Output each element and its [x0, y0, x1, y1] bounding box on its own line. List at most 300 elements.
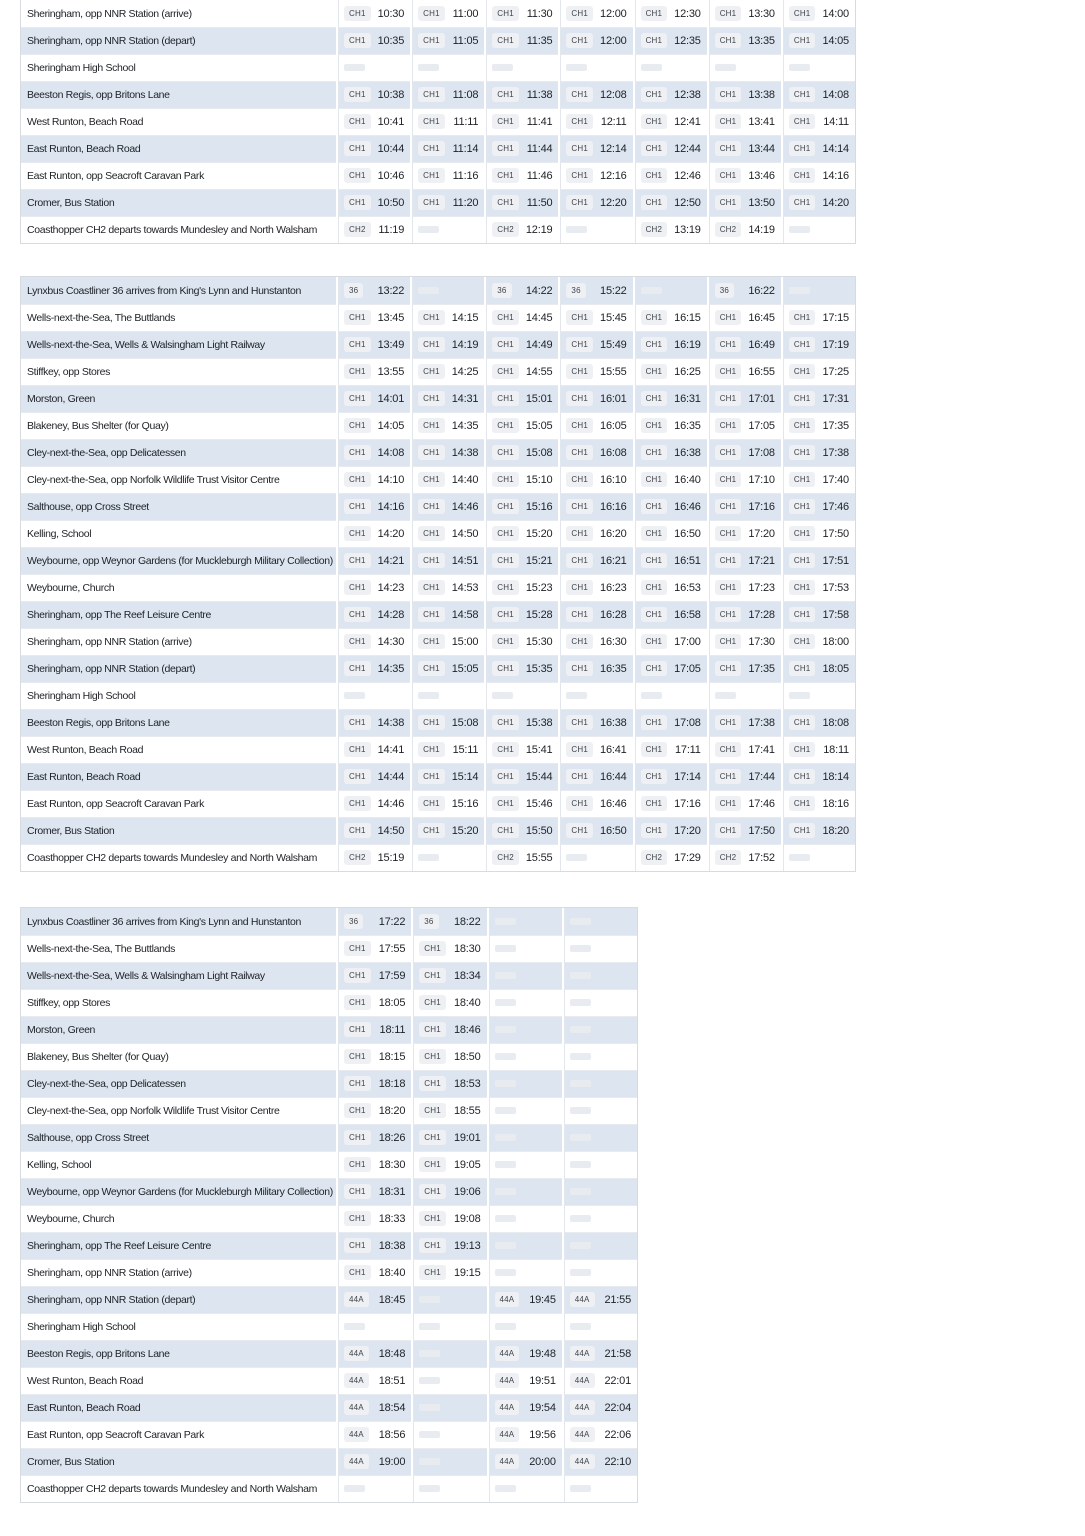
time-cell: [487, 1205, 562, 1232]
time-cell: [558, 0, 632, 27]
time-value: 18:51: [378, 1374, 406, 1387]
stop-name: Coasthopper CH2 departs towards Mundesley and North Walsham: [27, 851, 318, 864]
time-cell: [484, 216, 558, 243]
time-value: 14:53: [451, 581, 479, 594]
no-service-pill: [418, 287, 439, 294]
route-badge: CH1: [492, 526, 519, 541]
no-service-pill: [495, 1215, 516, 1222]
route-badge: CH1: [418, 499, 445, 514]
time-cell: [336, 1340, 411, 1367]
route-badge: 44A: [344, 1427, 369, 1442]
time-cell: [484, 331, 558, 358]
route-badge: 44A: [495, 1400, 520, 1415]
time-cell: [707, 763, 781, 790]
timetable-block-evening: [20, 907, 638, 1503]
time-cell: [484, 682, 558, 709]
no-service-pill: [570, 1188, 591, 1195]
route-badge: CH1: [566, 742, 593, 757]
time-cell: [410, 385, 484, 412]
route-badge: CH1: [419, 1103, 446, 1118]
route-badge: CH1: [715, 715, 742, 730]
time-cell: [707, 189, 781, 216]
time-cell: [484, 162, 558, 189]
time-value: 14:55: [525, 365, 553, 378]
time-value: 17:20: [674, 824, 701, 837]
time-cell: [633, 162, 707, 189]
time-cell: [558, 135, 632, 162]
stop-name: Sheringham High School: [27, 1320, 136, 1333]
timetable-row: [21, 108, 855, 135]
time-value: 18:40: [378, 1266, 406, 1279]
time-cell: [487, 1475, 562, 1502]
timetable-row: [21, 655, 855, 682]
time-cell: [411, 1367, 486, 1394]
time-value: 16:16: [600, 500, 627, 513]
stop-name: Cromer, Bus Station: [27, 196, 115, 209]
time-value: 15:08: [525, 446, 553, 459]
time-value: 17:28: [748, 608, 775, 621]
time-value: 15:30: [525, 635, 553, 648]
time-cell: [558, 358, 632, 385]
time-cell: [633, 0, 707, 27]
time-value: 11:35: [526, 34, 553, 47]
time-cell: [484, 81, 558, 108]
time-value: 17:51: [822, 554, 849, 567]
route-badge: CH1: [492, 607, 519, 622]
time-value: 18:22: [453, 915, 481, 928]
time-value: 18:30: [378, 1158, 406, 1171]
no-service-pill: [789, 692, 810, 699]
time-cell: [558, 493, 632, 520]
time-value: 17:00: [674, 635, 701, 648]
time-cell: [411, 1016, 486, 1043]
timetable-row: [21, 1313, 637, 1340]
time-cell: [410, 520, 484, 547]
time-cell: [781, 601, 855, 628]
route-badge: CH1: [566, 168, 593, 183]
time-cell: [487, 1394, 562, 1421]
time-cell: [633, 655, 707, 682]
time-value: 14:38: [377, 716, 405, 729]
route-badge: 36: [566, 283, 585, 298]
no-service-pill: [566, 226, 587, 233]
timetable-row: [21, 1097, 637, 1124]
time-value: 17:38: [748, 716, 775, 729]
no-service-pill: [495, 1485, 516, 1492]
time-cell: [336, 0, 410, 27]
time-cell: [410, 108, 484, 135]
route-badge: CH1: [566, 553, 593, 568]
time-cell: [781, 682, 855, 709]
time-value: 14:21: [377, 554, 405, 567]
timetable-row: [21, 1205, 637, 1232]
time-value: 10:35: [377, 34, 405, 47]
time-value: 15:14: [451, 770, 479, 783]
time-value: 17:16: [748, 500, 775, 513]
time-cell: [410, 135, 484, 162]
time-cell: [336, 1232, 411, 1259]
route-badge: CH1: [492, 715, 519, 730]
time-value: 13:44: [748, 142, 775, 155]
route-badge: CH1: [566, 141, 593, 156]
stop-name: Cromer, Bus Station: [27, 824, 115, 837]
stop-name: Stiffkey, opp Stores: [27, 365, 111, 378]
no-service-pill: [419, 1323, 440, 1330]
time-value: 15:01: [525, 392, 553, 405]
route-badge: CH1: [641, 634, 668, 649]
no-service-pill: [715, 692, 736, 699]
time-value: 16:58: [674, 608, 701, 621]
time-cell: [558, 412, 632, 439]
route-badge: CH1: [344, 715, 371, 730]
time-value: 13:35: [748, 34, 775, 47]
time-cell: [336, 81, 410, 108]
route-badge: CH1: [344, 168, 371, 183]
time-value: 14:20: [822, 196, 849, 209]
route-badge: 44A: [495, 1373, 520, 1388]
time-value: 16:53: [674, 581, 701, 594]
time-value: 16:31: [674, 392, 701, 405]
time-value: 18:11: [823, 743, 849, 756]
time-value: 15:11: [452, 743, 479, 756]
timetable-row: [21, 682, 855, 709]
time-value: 19:51: [529, 1374, 556, 1387]
time-value: 22:01: [604, 1374, 631, 1387]
route-badge: CH1: [789, 607, 816, 622]
time-value: 19:48: [529, 1347, 556, 1360]
route-badge: CH1: [789, 715, 816, 730]
time-value: 16:41: [600, 743, 627, 756]
stop-name: Sheringham High School: [27, 61, 136, 74]
time-value: 12:20: [600, 196, 627, 209]
time-value: 13:50: [748, 196, 775, 209]
timetable-row: [21, 844, 855, 871]
time-value: 18:38: [378, 1239, 406, 1252]
timetable-row: [21, 189, 855, 216]
time-value: 17:30: [748, 635, 775, 648]
route-badge: CH1: [344, 941, 371, 956]
time-cell: [562, 1421, 637, 1448]
route-badge: CH1: [715, 6, 742, 21]
time-cell: [487, 1367, 562, 1394]
time-value: 13:55: [377, 365, 405, 378]
time-value: 17:05: [674, 662, 701, 675]
time-cell: [487, 1151, 562, 1178]
route-badge: CH1: [419, 968, 446, 983]
route-badge: CH1: [418, 823, 445, 838]
time-cell: [633, 81, 707, 108]
time-cell: [411, 1124, 486, 1151]
time-cell: [336, 790, 410, 817]
route-badge: CH1: [492, 168, 519, 183]
time-cell: [484, 520, 558, 547]
time-value: 19:05: [453, 1158, 481, 1171]
route-badge: CH1: [492, 337, 519, 352]
route-badge: CH2: [641, 850, 668, 865]
time-value: 12:00: [600, 7, 627, 20]
time-cell: [336, 1043, 411, 1070]
time-value: 17:29: [674, 851, 701, 864]
time-cell: [487, 908, 562, 935]
time-value: 15:55: [600, 365, 627, 378]
time-value: 11:08: [452, 88, 479, 101]
route-badge: CH2: [715, 222, 742, 237]
time-cell: [410, 601, 484, 628]
route-badge: CH1: [566, 337, 593, 352]
route-badge: CH1: [344, 310, 371, 325]
time-cell: [562, 1016, 637, 1043]
time-cell: [781, 385, 855, 412]
time-cell: [410, 682, 484, 709]
stop-name: East Runton, opp Seacroft Caravan Park: [27, 169, 204, 182]
route-badge: CH1: [419, 941, 446, 956]
route-badge: CH1: [492, 141, 519, 156]
time-cell: [558, 709, 632, 736]
time-cell: [411, 1205, 486, 1232]
route-badge: CH1: [566, 114, 593, 129]
route-badge: CH1: [492, 445, 519, 460]
route-badge: CH1: [418, 114, 445, 129]
route-badge: CH1: [789, 472, 816, 487]
route-badge: CH1: [418, 607, 445, 622]
time-cell: [336, 1178, 411, 1205]
time-cell: [707, 709, 781, 736]
time-cell: [781, 54, 855, 81]
route-badge: CH1: [418, 661, 445, 676]
timetable-row: [21, 817, 855, 844]
stop-name: Cromer, Bus Station: [27, 1455, 115, 1468]
time-cell: [562, 1475, 637, 1502]
time-cell: [336, 709, 410, 736]
time-cell: [633, 682, 707, 709]
time-value: 17:35: [822, 419, 849, 432]
route-badge: CH1: [715, 364, 742, 379]
time-cell: [558, 520, 632, 547]
time-cell: [336, 844, 410, 871]
time-value: 15:20: [525, 527, 553, 540]
time-value: 15:55: [525, 851, 553, 864]
time-value: 17:10: [748, 473, 775, 486]
route-badge: CH2: [715, 850, 742, 865]
time-cell: [558, 601, 632, 628]
time-cell: [336, 216, 410, 243]
time-cell: [484, 763, 558, 790]
route-badge: CH1: [789, 553, 816, 568]
time-cell: [707, 358, 781, 385]
no-service-pill: [495, 1107, 516, 1114]
time-value: 18:56: [378, 1428, 406, 1441]
route-badge: CH1: [715, 418, 742, 433]
time-cell: [558, 162, 632, 189]
time-value: 12:08: [600, 88, 627, 101]
no-service-pill: [492, 692, 513, 699]
timetable-row: [21, 1394, 637, 1421]
route-badge: CH1: [715, 580, 742, 595]
time-value: 15:08: [451, 716, 479, 729]
time-cell: [336, 189, 410, 216]
time-value: 16:35: [600, 662, 627, 675]
no-service-pill: [344, 1323, 365, 1330]
timetable-row: [21, 1448, 637, 1475]
time-cell: [633, 844, 707, 871]
route-badge: 44A: [495, 1292, 520, 1307]
time-cell: [781, 466, 855, 493]
time-cell: [558, 736, 632, 763]
route-badge: CH1: [641, 661, 668, 676]
time-cell: [633, 736, 707, 763]
time-cell: [562, 989, 637, 1016]
no-service-pill: [419, 1404, 440, 1411]
route-badge: CH1: [789, 87, 816, 102]
time-cell: [484, 844, 558, 871]
route-badge: CH1: [418, 364, 445, 379]
time-cell: [562, 1394, 637, 1421]
time-cell: [336, 385, 410, 412]
time-cell: [336, 989, 411, 1016]
stop-name: Salthouse, opp Cross Street: [27, 500, 149, 513]
time-value: 14:58: [451, 608, 479, 621]
time-value: 16:21: [600, 554, 627, 567]
route-badge: CH1: [641, 195, 668, 210]
time-cell: [633, 108, 707, 135]
route-badge: CH1: [715, 526, 742, 541]
time-cell: [410, 0, 484, 27]
time-cell: [411, 1259, 486, 1286]
time-cell: [336, 466, 410, 493]
stop-name: Cley-next-the-Sea, opp Norfolk Wildlife Trust Visitor Centre: [27, 1104, 280, 1117]
time-cell: [411, 1286, 486, 1313]
time-cell: [410, 304, 484, 331]
no-service-pill: [789, 854, 810, 861]
route-badge: CH1: [789, 337, 816, 352]
timetable-row: [21, 1259, 637, 1286]
time-value: 17:21: [748, 554, 775, 567]
time-value: 12:41: [674, 115, 701, 128]
time-value: 16:55: [748, 365, 775, 378]
time-cell: [558, 763, 632, 790]
time-value: 10:30: [377, 7, 405, 20]
time-value: 17:19: [822, 338, 849, 351]
time-value: 18:46: [453, 1023, 481, 1036]
route-badge: 44A: [570, 1454, 595, 1469]
route-badge: CH1: [715, 195, 742, 210]
no-service-pill: [419, 1458, 440, 1465]
route-badge: CH1: [419, 1184, 446, 1199]
stop-name: Cley-next-the-Sea, opp Delicatessen: [27, 446, 186, 459]
stop-name: Blakeney, Bus Shelter (for Quay): [27, 1050, 169, 1063]
time-cell: [562, 1340, 637, 1367]
route-badge: CH1: [418, 472, 445, 487]
time-value: 19:54: [529, 1401, 556, 1414]
time-cell: [410, 358, 484, 385]
route-badge: 44A: [570, 1373, 595, 1388]
time-value: 14:49: [525, 338, 553, 351]
time-value: 18:20: [822, 824, 849, 837]
route-badge: CH1: [344, 995, 371, 1010]
route-badge: CH1: [418, 418, 445, 433]
time-cell: [410, 817, 484, 844]
time-cell: [558, 331, 632, 358]
stop-name: Wells-next-the-Sea, The Buttlands: [27, 311, 175, 324]
time-cell: [562, 1448, 637, 1475]
time-cell: [487, 1070, 562, 1097]
route-badge: CH1: [789, 580, 816, 595]
time-value: 15:16: [525, 500, 553, 513]
time-value: 14:05: [822, 34, 849, 47]
time-cell: [336, 1367, 411, 1394]
timetable-row: [21, 574, 855, 601]
time-cell: [558, 54, 632, 81]
route-badge: CH1: [418, 553, 445, 568]
route-badge: CH1: [566, 472, 593, 487]
time-cell: [336, 1448, 411, 1475]
stop-name: Cley-next-the-Sea, opp Delicatessen: [27, 1077, 186, 1090]
time-cell: [707, 277, 781, 304]
time-cell: [336, 1097, 411, 1124]
time-value: 16:23: [600, 581, 627, 594]
time-value: 16:08: [600, 446, 627, 459]
route-badge: 36: [419, 914, 438, 929]
no-service-pill: [418, 226, 439, 233]
time-value: 13:49: [377, 338, 405, 351]
route-badge: CH1: [344, 1184, 371, 1199]
time-cell: [558, 81, 632, 108]
stop-name: Sheringham, opp The Reef Leisure Centre: [27, 1239, 212, 1252]
time-value: 14:35: [451, 419, 479, 432]
no-service-pill: [419, 1350, 440, 1357]
time-cell: [781, 844, 855, 871]
timetable-block-morning: [20, 0, 856, 244]
route-badge: CH1: [344, 607, 371, 622]
stop-name: Coasthopper CH2 departs towards Mundesley and North Walsham: [27, 223, 318, 236]
timetable-row: [21, 520, 855, 547]
route-badge: CH1: [492, 418, 519, 433]
time-cell: [558, 277, 632, 304]
route-badge: CH1: [715, 87, 742, 102]
time-cell: [707, 790, 781, 817]
time-cell: [336, 682, 410, 709]
route-badge: CH1: [344, 391, 371, 406]
time-value: 15:38: [525, 716, 553, 729]
time-cell: [707, 54, 781, 81]
time-value: 15:10: [525, 473, 553, 486]
timetable-row: [21, 736, 855, 763]
stop-name: West Runton, Beach Road: [27, 115, 144, 128]
no-service-pill: [570, 999, 591, 1006]
time-value: 17:46: [822, 500, 849, 513]
route-badge: CH1: [715, 499, 742, 514]
time-cell: [336, 736, 410, 763]
time-value: 17:25: [822, 365, 849, 378]
no-service-pill: [344, 64, 365, 71]
route-badge: CH1: [789, 364, 816, 379]
time-cell: [410, 709, 484, 736]
time-cell: [558, 817, 632, 844]
time-value: 17:23: [748, 581, 775, 594]
time-value: 15:35: [525, 662, 553, 675]
time-cell: [484, 817, 558, 844]
route-badge: CH1: [344, 968, 371, 983]
route-badge: CH1: [641, 769, 668, 784]
timetable-row: [21, 439, 855, 466]
time-cell: [707, 466, 781, 493]
time-value: 15:23: [525, 581, 553, 594]
route-badge: CH1: [344, 1265, 371, 1280]
no-service-pill: [492, 64, 513, 71]
route-badge: CH1: [715, 168, 742, 183]
time-cell: [562, 1313, 637, 1340]
stop-name: Sheringham, opp NNR Station (depart): [27, 34, 196, 47]
